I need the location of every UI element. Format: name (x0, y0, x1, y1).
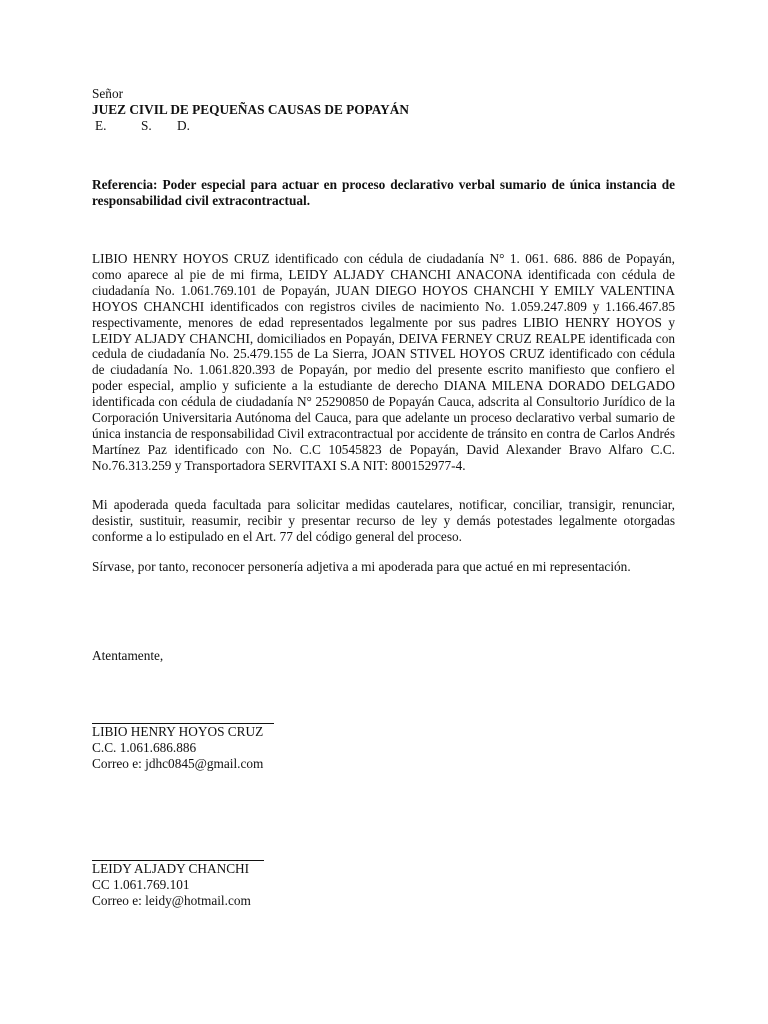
signer-name: LIBIO HENRY HOYOS CRUZ (92, 724, 264, 739)
signer-id: C.C. 1.061.686.886 (92, 740, 197, 755)
signer-email: Correo e: jdhc0845@gmail.com (92, 756, 264, 771)
body-paragraph-1: LIBIO HENRY HOYOS CRUZ identificado con cédula de ciudadanía N° 1. 061. 686. 886 de Popayán, como aparece al pie de mi firma, LEIDY ALJADY CHANCHI ANACONA identificada con cédula de ciudadanía No. 1.061.769.101 de Popayán, JUAN DIEGO HOYOS CHANCHI Y EMILY VALENTINA HOYOS CHANCHI identificados con registros civiles de nacimiento No. 1.059.247.809 y 1.166.467.85 respectivamente, menores de edad representados legalmente por sus padres LIBIO HENRY HOYOS y LEIDY ALJADY CHANCHI, domiciliados en Popayán, DEIVA FERNEY CRUZ REALPE identificada con cedula de ciudadanía No. 25.479.155 de La Sierra, JOAN STIVEL HOYOS CRUZ identificado con cédula de ciudadanía No. 1.061.820.393 de Popayán, por medio del presente escrito manifiesto que confiero el poder especial, amplio y suficiente a la estudiante de derecho DIANA MILENA DORADO DELGADO identificada con cédula de ciudadanía N° 25290850 de Popayán Cauca, adscrita al Consultorio Jurídico de la Corporación Universitaria Autónoma del Cauca, para que adelante un proceso declarativo verbal sumario de única instancia de responsabilidad Civil extracontractual por accidente de tránsito en contra de Carlos Andrés Martínez Paz identificado con No. C.C 10545823 de Popayán, David Alexander Bravo Alfaro C.C. No.76.313.259 y Transportadora SERVITAXI S.A NIT: 800152977-4. (92, 251, 675, 473)
signature-block-2 (92, 860, 675, 909)
signer-email: Correo e: leidy@hotmail.com (92, 893, 251, 908)
esd-e: E. (95, 118, 107, 133)
body-paragraph-3: Sírvase, por tanto, reconocer personería adjetiva a mi apoderada para que actué en mi representación. (92, 559, 631, 574)
reference: Referencia: Poder especial para actuar en proceso declarativo verbal sumario de única instancia de responsabilidad civil extracontractual. (92, 177, 675, 208)
closing: Atentamente, (92, 648, 164, 663)
addressee: JUEZ CIVIL DE PEQUEÑAS CAUSAS DE POPAYÁN (92, 102, 409, 117)
addressee-block (92, 86, 675, 134)
salutation: Señor (92, 86, 124, 101)
esd-line (92, 118, 675, 134)
signer-name: LEIDY ALJADY CHANCHI (92, 861, 250, 876)
body-paragraph-2: Mi apoderada queda facultada para solicitar medidas cautelares, notificar, conciliar, transigir, renunciar, desistir, sustituir, reasumir, recibir y presentar recurso de ley y demás potestades legalmente otorgadas conforme a lo estipulado en el Art. 77 del código general del proceso. (92, 497, 675, 544)
signer-id: CC 1.061.769.101 (92, 877, 190, 892)
esd-s: S. (141, 118, 152, 133)
signature-block-1 (92, 723, 675, 772)
esd-d: D. (177, 118, 190, 133)
